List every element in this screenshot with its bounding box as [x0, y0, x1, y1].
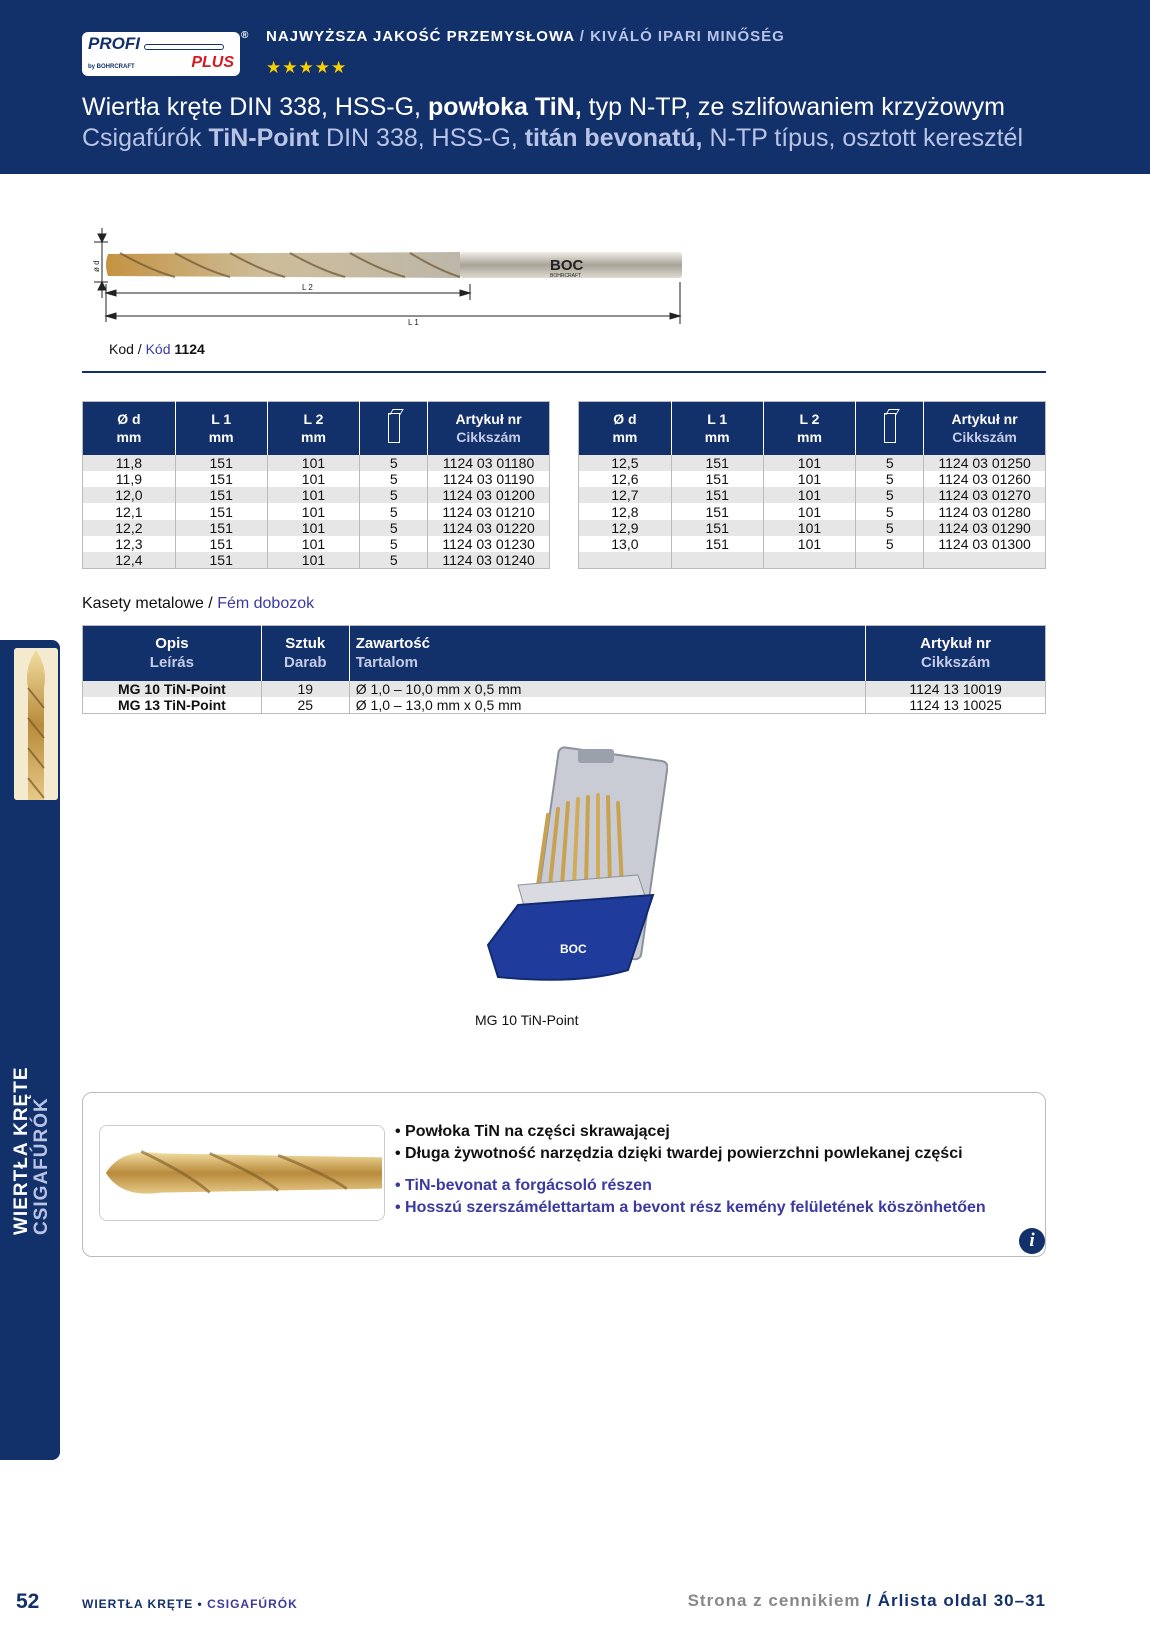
table-row — [83, 681, 1046, 697]
header-banner — [0, 0, 1150, 174]
table-row — [579, 471, 1046, 487]
table-cell — [924, 552, 1046, 568]
table-cell: 101 — [763, 520, 856, 536]
table-cell: 12,7 — [579, 487, 672, 503]
page-title-hu: Csigafúrók TiN-Point DIN 338, HSS-G, titán bevonatú, N-TP típus, osztott keresztél — [82, 124, 1023, 152]
table-cell: 101 — [267, 536, 360, 552]
drill-case-image — [478, 745, 668, 1005]
table-cell: 1124 03 01230 — [428, 536, 550, 552]
col-article: Artykuł nr Cikkszám — [924, 402, 1046, 455]
table-cell: 5 — [856, 520, 924, 536]
footer-section: WIERTŁA KRĘTE • CSIGAFÚRÓK — [82, 1597, 298, 1611]
cases-table — [82, 625, 1046, 714]
feature-hu-2: • Hosszú szerszámélettartam a bevont rész kemény felületének köszönhetően — [395, 1199, 986, 1216]
package-icon — [884, 413, 896, 443]
table-cell: 101 — [763, 503, 856, 519]
table-cell: 151 — [175, 487, 267, 503]
table-cell: 12,1 — [115, 503, 143, 520]
table-cell — [579, 552, 672, 568]
table-cell: 151 — [175, 471, 267, 487]
table-row — [83, 487, 550, 503]
table-cell: 101 — [763, 471, 856, 487]
page-title-pl: Wiertła kręte DIN 338, HSS-G, powłoka TiN, typ N-TP, ze szlifowaniem krzyżowym — [82, 93, 1005, 121]
feature-hu-1: • TiN-bevonat a forgácsoló részen — [395, 1177, 652, 1194]
table-cell: 5 — [856, 471, 924, 487]
table-cell: 1124 03 01280 — [924, 503, 1046, 519]
section-divider — [82, 371, 1046, 373]
feature-pl-1: • Powłoka TiN na części skrawającej — [395, 1123, 670, 1140]
col-l2: L 2 mm — [267, 402, 360, 455]
case-brand: BOC — [560, 942, 587, 956]
table-cell: 151 — [175, 552, 267, 569]
table-row — [83, 520, 550, 536]
table-cell: 5 — [360, 503, 428, 519]
drill-dimension-diagram — [80, 210, 740, 350]
feature-pl-2: • Długa żywotność narzędzia dzięki twardej powierzchni powlekanej części — [395, 1145, 963, 1162]
table-cell: 1124 03 01220 — [428, 520, 550, 536]
table-cell: 151 — [671, 536, 763, 552]
table-cell — [763, 552, 856, 568]
col-article: Artykuł nr Cikkszám — [428, 402, 550, 455]
table-cell: MG 13 TiN-Point — [117, 696, 226, 713]
table-cell: 101 — [763, 455, 856, 471]
table-cell: 1124 03 01240 — [428, 552, 550, 569]
table-row — [83, 552, 550, 569]
table-cell: 1124 13 10019 — [866, 681, 1046, 697]
col-diameter: Ø d mm — [83, 402, 176, 455]
col-l2: L 2 mm — [763, 402, 856, 455]
table-cell: 1124 03 01190 — [428, 471, 550, 487]
table-cell: 101 — [267, 471, 360, 487]
table-cell: 12,3 — [115, 536, 143, 553]
table-cell: 101 — [267, 487, 360, 503]
table-row — [83, 697, 1046, 714]
drill-body — [106, 252, 460, 278]
table-cell: 12,0 — [83, 487, 176, 503]
col-diameter: Ø d mm — [579, 402, 672, 455]
package-icon — [388, 413, 400, 443]
table-cell: 5 — [360, 455, 428, 471]
table-cell: 12,4 — [83, 552, 176, 569]
table-cell: 5 — [856, 455, 924, 471]
table-cell: MG 10 TiN-Point — [83, 681, 262, 697]
table-cell: 11,8 — [83, 455, 176, 471]
table-cell: 5 — [360, 552, 428, 569]
logo-profi: PROFI — [88, 34, 140, 53]
table-row — [579, 536, 1046, 552]
table-cell: 151 — [671, 471, 763, 487]
page-number: 52 — [16, 1590, 40, 1613]
table-row — [579, 487, 1046, 503]
table-cell: 101 — [763, 536, 856, 552]
col-pack — [360, 402, 428, 455]
case-tray — [488, 895, 653, 980]
table-cell: 5 — [360, 536, 428, 552]
col-l1: L 1 mm — [671, 402, 763, 455]
table-cell: 5 — [856, 487, 924, 503]
info-icon: i — [1019, 1228, 1045, 1254]
table-cell: 101 — [267, 520, 360, 536]
table-cell: 19 — [261, 681, 349, 697]
table-cell: Ø 1,0 – 10,0 mm x 0,5 mm — [349, 681, 865, 697]
col-l1: L 1 mm — [175, 402, 267, 455]
table-cell: 151 — [671, 503, 763, 519]
table-row — [579, 503, 1046, 519]
table-row — [83, 455, 550, 471]
table-cell: 1124 03 01260 — [924, 471, 1046, 487]
table-cell: 1124 03 01180 — [428, 455, 550, 471]
table-row — [83, 536, 550, 552]
footer-pricelist-ref: Strona z cennikiem / Árlista oldal 30–31 — [687, 1591, 1046, 1610]
table-cell: 101 — [267, 455, 360, 471]
feature-list — [395, 1121, 986, 1219]
table-cell: 12,5 — [579, 455, 672, 471]
table-cell: 151 — [671, 455, 763, 471]
table-cell: 12,8 — [611, 503, 639, 520]
dimension-table-left — [82, 401, 550, 569]
table-cell: 5 — [360, 520, 428, 536]
table-row — [83, 503, 550, 519]
col-zawartosc: Zawartość Tartalom — [349, 626, 865, 681]
col-pack — [856, 402, 924, 455]
cases-label: Kasety metalowe / Fém dobozok — [82, 595, 315, 612]
dimension-table-right — [578, 401, 1046, 569]
rating-stars: ★★★★★ — [266, 58, 348, 77]
table-cell: 5 — [360, 471, 428, 487]
sidebar-label: WIERTŁA KRĘTE CSIGAFÚRÓK — [11, 1066, 52, 1235]
table-cell: 1124 03 01250 — [924, 455, 1046, 471]
table-cell: 151 — [175, 520, 267, 536]
section-sidebar-tab — [0, 640, 60, 1460]
table-cell: 25 — [261, 697, 349, 714]
table-cell: 1124 03 01270 — [924, 487, 1046, 503]
table-cell: 101 — [267, 552, 360, 569]
table-cell: 101 — [267, 503, 360, 519]
table-cell: 1124 13 10025 — [866, 697, 1046, 714]
table-cell: 151 — [175, 455, 267, 471]
table-cell: 12,6 — [611, 470, 639, 487]
drill-brand-sub: BOHRCRAFT — [550, 273, 582, 279]
table-cell: 1124 03 01210 — [428, 503, 550, 519]
registered-mark: ® — [241, 30, 249, 41]
logo-drill-graphic — [144, 44, 224, 50]
col-article: Artykuł nr Cikkszám — [866, 626, 1046, 681]
logo-plus: PLUS — [191, 54, 234, 71]
col-sztuk: Sztuk Darab — [261, 626, 349, 681]
logo-by: by BOHRCRAFT — [88, 64, 135, 70]
table-cell: 151 — [671, 487, 763, 503]
table-cell: 12,9 — [579, 520, 672, 536]
table-cell: 101 — [763, 487, 856, 503]
table-cell — [671, 552, 763, 568]
table-cell: 12,2 — [83, 520, 176, 536]
table-cell — [856, 552, 924, 568]
drill-brand-mark: BOC — [550, 257, 584, 274]
table-cell: Ø 1,0 – 13,0 mm x 0,5 mm — [349, 697, 865, 714]
table-cell: 151 — [671, 520, 763, 536]
label-l1: L 1 — [408, 318, 419, 327]
sidebar-drill-image — [14, 648, 58, 800]
table-row — [579, 455, 1046, 471]
table-cell: 1124 03 01300 — [924, 536, 1046, 552]
table-cell: 151 — [175, 503, 267, 519]
table-cell: 5 — [360, 487, 428, 503]
table-row — [579, 520, 1046, 536]
drill-tip-image — [99, 1125, 385, 1221]
table-cell: 1124 03 01290 — [924, 520, 1046, 536]
table-row — [579, 552, 1046, 568]
brand-logo — [82, 32, 240, 76]
table-cell: 5 — [856, 536, 924, 552]
table-cell: 13,0 — [611, 536, 639, 553]
quality-tagline: NAJWYŻSZA JAKOŚĆ PRZEMYSŁOWA / KIVÁLÓ IPARI MINŐSÉG — [266, 28, 785, 45]
table-cell: 1124 03 01200 — [428, 487, 550, 503]
table-row — [83, 471, 550, 487]
col-opis: Opis Leírás — [83, 626, 262, 681]
feature-infobox — [82, 1092, 1046, 1257]
case-caption: MG 10 TiN-Point — [475, 1012, 579, 1028]
label-l2: L 2 — [302, 283, 313, 292]
table-cell: 151 — [175, 536, 267, 552]
table-cell: 11,9 — [115, 470, 142, 487]
label-d: ø d — [92, 260, 101, 272]
product-code: Kod / Kód 1124 — [109, 341, 205, 357]
table-cell: 5 — [856, 503, 924, 519]
